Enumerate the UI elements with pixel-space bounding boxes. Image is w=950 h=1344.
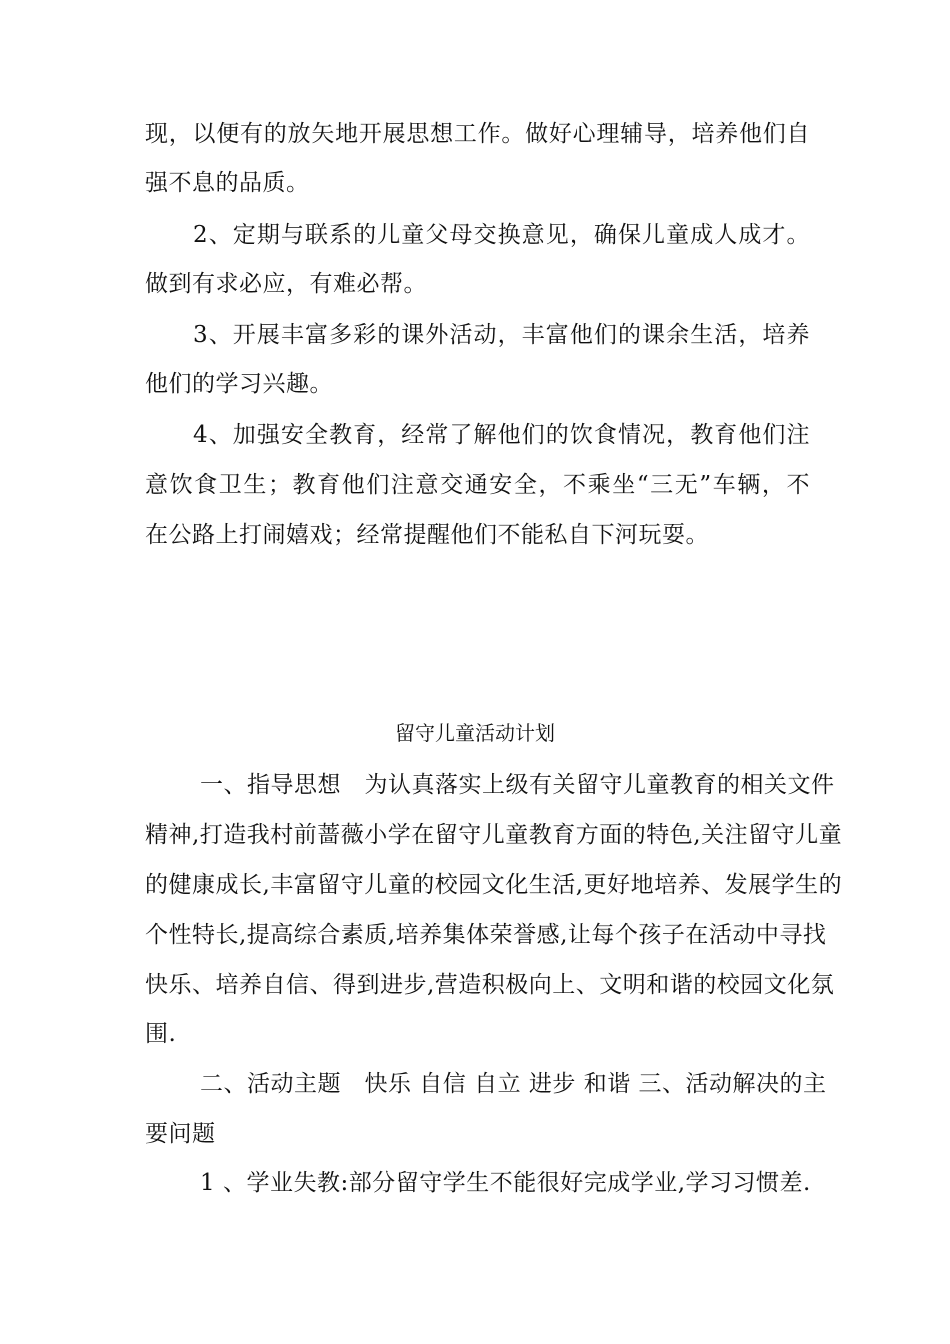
paragraph-line: 精神,打造我村前蔷薇小学在留守儿童教育方面的特色,关注留守儿童	[145, 822, 843, 848]
paragraph-line: 2、定期与联系的儿童父母交换意见，确保儿童成人成才。	[193, 222, 810, 248]
paragraph-line: 个性特长,提高综合素质,培养集体荣誉感,让每个孩子在活动中寻找	[145, 922, 827, 948]
paragraph-line: 二、活动主题 快乐 自信 自立 进步 和谐 三、活动解决的主	[200, 1071, 827, 1097]
paragraph-line: 要问题	[145, 1121, 216, 1147]
paragraph-line: 3、开展丰富多彩的课外活动，丰富他们的课余生活，培养	[193, 322, 810, 348]
paragraph-line: 他们的学习兴趣。	[145, 371, 333, 397]
paragraph-line: 强不息的品质。	[145, 170, 310, 196]
paragraph-line: 围.	[145, 1021, 177, 1047]
paragraph-line: 4、加强安全教育，经常了解他们的饮食情况，教育他们注	[193, 422, 810, 448]
paragraph-line: 的健康成长,丰富留守儿童的校园文化生活,更好地培养、发展学生的	[145, 872, 843, 898]
paragraph-line: 1 、学业失教:部分留守学生不能很好完成学业,学习习惯差.	[200, 1170, 811, 1196]
paragraph-line: 意饮食卫生；教育他们注意交通安全，不乘坐“三无”车辆，不	[145, 472, 810, 498]
paragraph-line: 一、指导思想 为认真落实上级有关留守儿童教育的相关文件	[200, 772, 835, 798]
paragraph-line: 快乐、培养自信、得到进步,营造积极向上、文明和谐的校园文化氛	[145, 972, 835, 998]
paragraph-line: 做到有求必应，有难必帮。	[145, 271, 427, 297]
paragraph-line: 在公路上打闹嬉戏；经常提醒他们不能私自下河玩耍。	[145, 522, 709, 548]
document-title: 留守儿童活动计划	[395, 721, 555, 745]
paragraph-line: 现，以便有的放矢地开展思想工作。做好心理辅导，培养他们自	[145, 121, 810, 147]
